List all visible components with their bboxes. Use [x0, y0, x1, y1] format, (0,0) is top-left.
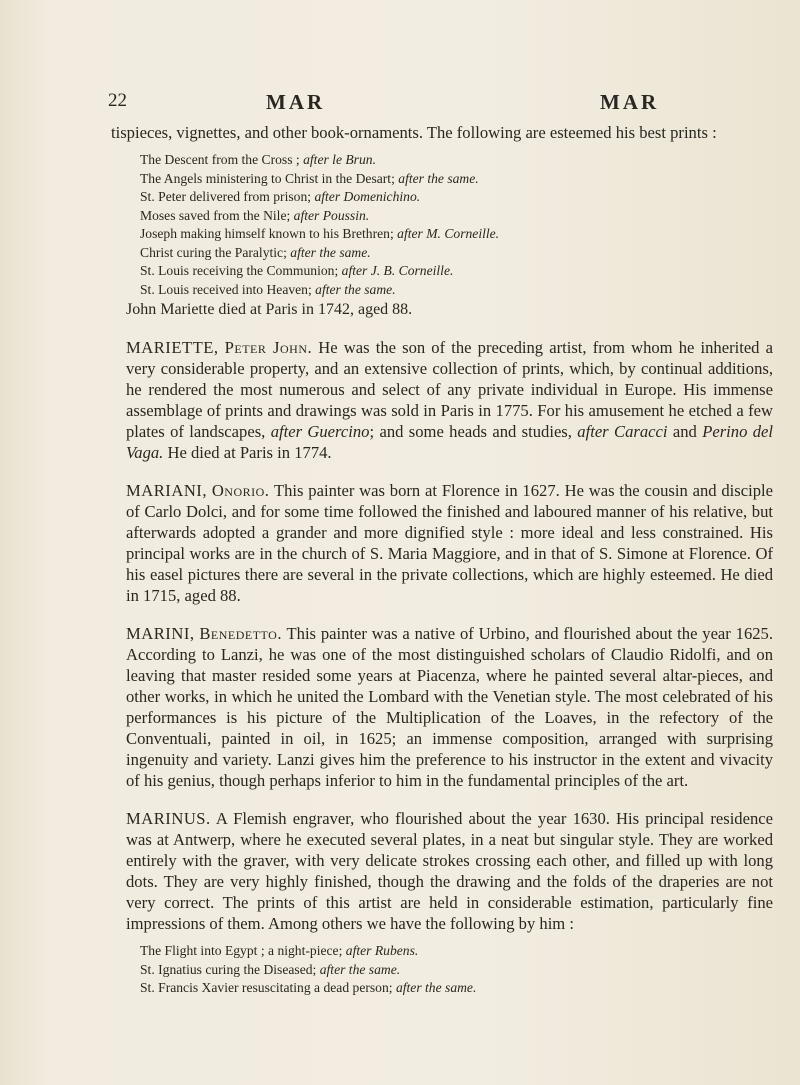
biography-entry	[111, 480, 773, 606]
entry-surname: MARINUS.	[126, 809, 211, 828]
entry-surname: MARIANI,	[126, 481, 207, 500]
biography-entry	[111, 808, 773, 934]
print-attribution: after the same.	[398, 170, 479, 186]
print-title: The Angels ministering to Christ in the Desart;	[140, 170, 395, 186]
print-attribution: after the same.	[319, 961, 401, 977]
print-attribution: after the same.	[315, 281, 396, 297]
print-list	[111, 942, 773, 998]
biography-entry	[111, 623, 773, 791]
entry-forename: Onorio.	[211, 481, 270, 500]
death-note: John Mariette died at Paris in 1742, aged 88.	[126, 301, 413, 318]
intro-paragraph: tispieces, vignettes, and other book-ornaments. The following are esteemed his best prints :	[111, 123, 717, 142]
print-attribution: after the same.	[290, 244, 371, 260]
print-title: The Flight into Egypt ; a night-piece;	[140, 943, 343, 958]
entry-paragraph	[111, 623, 773, 791]
entry-text: ; and some heads and studies,	[369, 422, 578, 441]
entry-paragraph	[111, 480, 773, 606]
page-content	[111, 122, 773, 998]
entry-text: He was the son of the preceding artist, from whom he inherited a very considerable property, and an extensive collection of prints, which, by continual additions, he rendered the most numerous and select of any private individual in Europe. His immense assemblage of prints and drawings was sold in Paris in 1775. For his amusement he etched a few plates of landscapes,	[126, 338, 773, 441]
page-number: 22	[108, 90, 127, 111]
print-attribution: after le Brun.	[303, 152, 376, 167]
entry-italic-text: after Guercino	[270, 422, 370, 441]
print-item	[140, 942, 773, 961]
print-item	[140, 281, 773, 300]
print-title: Christ curing the Paralytic;	[140, 244, 287, 260]
print-title: St. Francis Xavier resuscitating a dead person;	[140, 980, 393, 995]
biographical-entries	[111, 337, 773, 934]
entry-text: This painter was born at Florence in 1627. He was the cousin and disciple of Carlo Dolci, and for some time followed the finished and laboured manner of his relative, but afterwards adopted a grander and more dignified style : more ideal and less constrained. His principal works are in the church of S. Maria Maggiore, and in that of S. Simone at Florence. Of his easel pictures there are several in the private collections, which are highly esteemed. He died in 1715, aged 88.	[126, 481, 773, 605]
print-item	[140, 207, 773, 226]
entry-surname: MARIETTE,	[126, 338, 219, 357]
biography-entry	[111, 337, 773, 463]
right-running-head: MAR	[600, 90, 660, 114]
print-title: St. Ignatius curing the Diseased;	[140, 961, 317, 977]
print-attribution: after Rubens.	[345, 943, 419, 958]
entry-paragraph	[111, 337, 773, 463]
entry-forename: Benedetto.	[199, 624, 282, 643]
left-running-head: MAR	[266, 90, 326, 114]
entry-italic-text: after Caracci	[577, 422, 668, 441]
print-title: St. Louis received into Heaven;	[140, 281, 312, 297]
print-item	[140, 979, 773, 998]
running-header	[108, 90, 770, 120]
print-attribution: after J. B. Corneille.	[341, 263, 454, 278]
print-item	[140, 170, 773, 189]
print-item	[140, 225, 773, 244]
entry-text: A Flemish engraver, who flourished about the year 1630. His principal residence was at Antwerp, where he executed several plates, in a neat but singular style. They are worked entirely with the graver, with very delicate strokes crossing each other, and filled up with long dots. They are very highly finished, though the drawing and the folds of the draperies are not very correct. The prints of this artist are held in considerable estimation, particularly fine impressions of them. Among others we have the following by him :	[126, 809, 773, 933]
print-item	[140, 244, 773, 263]
print-item	[140, 151, 773, 170]
entry-italic-text: Perino del Vaga.	[126, 422, 774, 462]
print-attribution: after Poussin.	[293, 207, 370, 223]
entry-text: This painter was a native of Urbino, and flourished about the year 1625. According to Lanzi, he was one of the most distinguished scholars of Claudio Ridolfi, and on leaving that master resided some years at Piacenza, where he painted several altar-pieces, and other works, in which he united the Lombard with the Venetian style. The most celebrated of his performances is his picture of the Multiplication of the Loaves, in the refectory of the Conventuali, painted in oil, in 1625; an immense composition, arranged with surprising ingenuity and variety. Lanzi gives him the preference to his instructor in the extent and vivacity of his genius, though perhaps inferior to him in the fundamental principles of the art.	[126, 624, 773, 790]
print-title: St. Peter delivered from prison;	[140, 189, 312, 204]
print-attribution: after Domenichino.	[314, 189, 421, 204]
print-attribution: after M. Corneille.	[397, 226, 500, 241]
print-attribution: after the same.	[395, 980, 477, 995]
print-title: Joseph making himself known to his Brethren;	[140, 226, 394, 241]
print-title: The Descent from the Cross ;	[140, 152, 300, 167]
print-item	[140, 262, 773, 281]
entry-surname: MARINI,	[126, 624, 195, 643]
entry-forename: Peter John.	[224, 338, 313, 357]
entry-paragraph	[111, 808, 773, 934]
print-title: St. Louis receiving the Communion;	[140, 263, 339, 278]
print-title: Moses saved from the Nile;	[140, 207, 291, 223]
entry-text: and	[667, 422, 703, 441]
entry-text: He died at Paris in 1774.	[163, 443, 332, 462]
print-list	[111, 151, 773, 299]
print-item	[140, 961, 773, 980]
print-item	[140, 188, 773, 207]
